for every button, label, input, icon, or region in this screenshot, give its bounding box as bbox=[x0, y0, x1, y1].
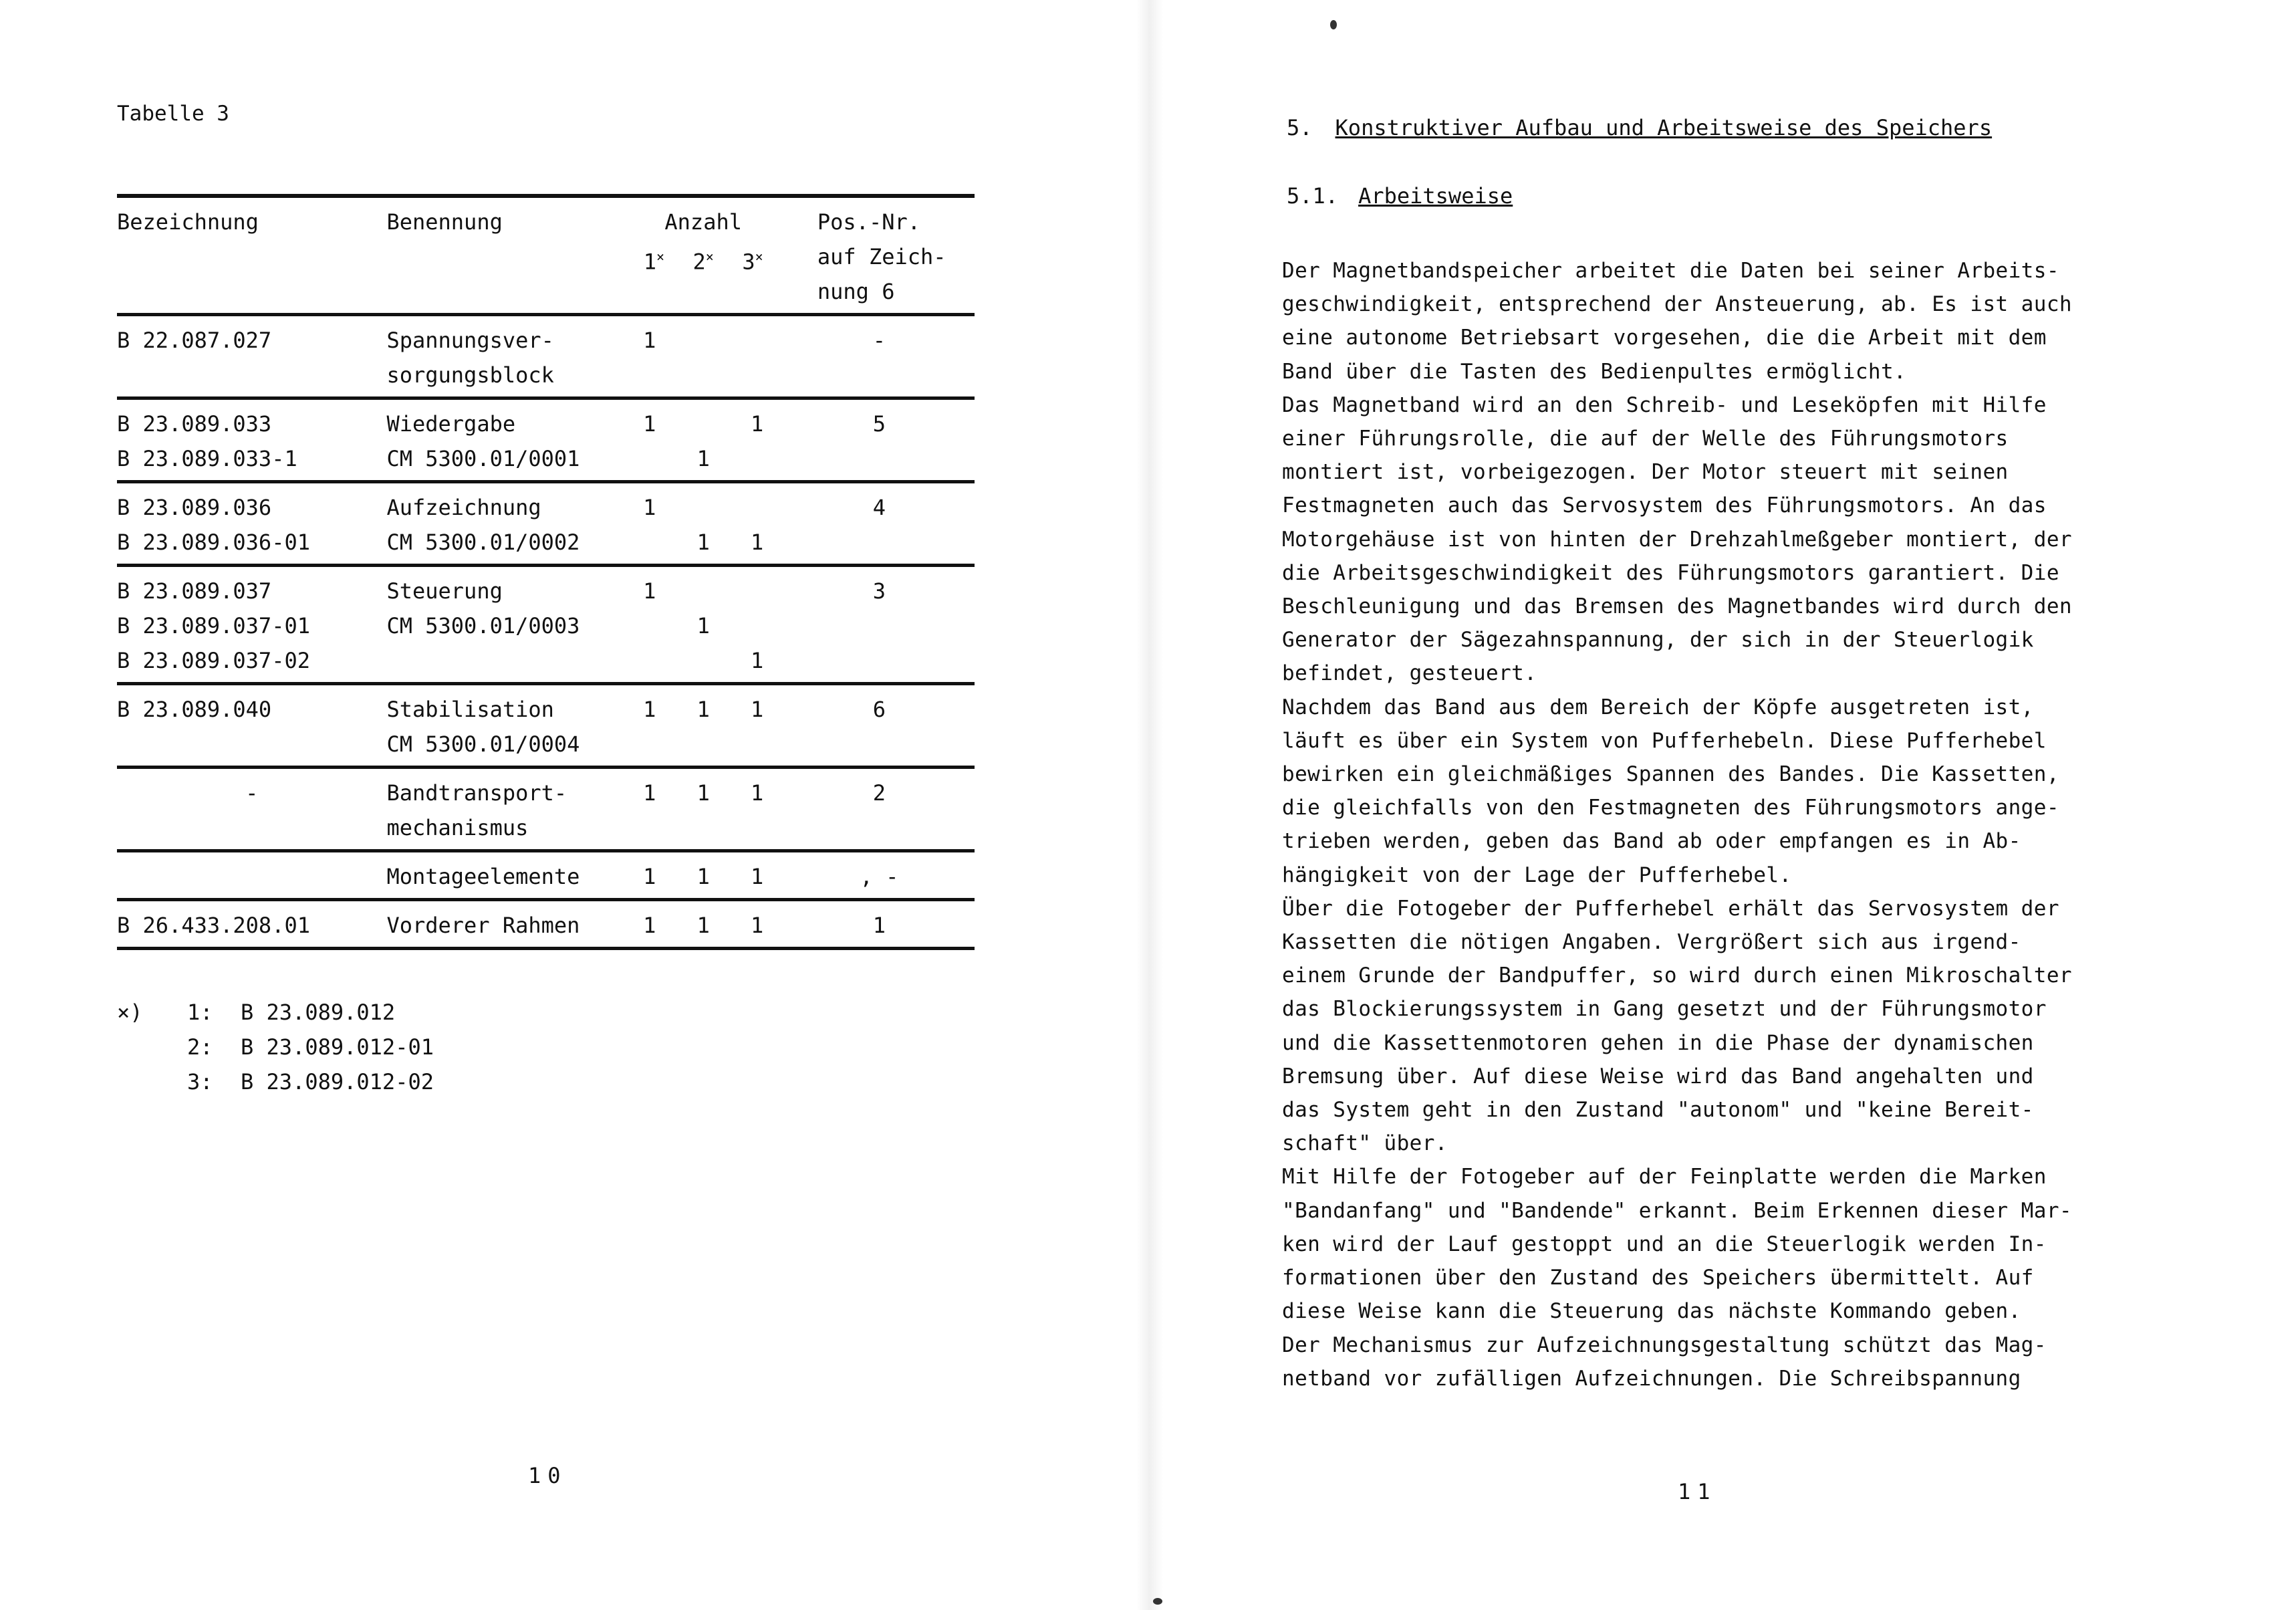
cell-anzahl-3-line: 1 bbox=[751, 780, 764, 806]
cell-anzahl-3-line: 1 bbox=[751, 864, 764, 889]
cell-bezeichnung-line: B 23.089.037-01 bbox=[117, 613, 310, 639]
body-line: das System geht in den Zustand "autonom" und "keine Bereit- bbox=[1282, 1098, 2034, 1123]
header-pos-line1: Pos.-Nr. bbox=[817, 209, 920, 235]
cell-benennung-line: Aufzeichnung bbox=[386, 495, 541, 520]
body-line: Mit Hilfe der Fotogeber auf der Feinplatte werden die Marken bbox=[1282, 1165, 2047, 1189]
cell-benennung-line: Steuerung bbox=[386, 578, 503, 604]
cell-anzahl-1-line: 1 bbox=[643, 697, 656, 722]
body-line: netband vor zufälligen Aufzeichnungen. Die Schreibspannung bbox=[1282, 1366, 2021, 1391]
cell-benennung-line: sorgungsblock bbox=[386, 362, 554, 388]
cell-pos-nr-line: 4 bbox=[872, 495, 886, 520]
cell-anzahl-1-line: 1 bbox=[643, 780, 656, 806]
header-anzahl-label: Anzahl bbox=[664, 209, 742, 235]
cell-benennung-line: CM 5300.01/0001 bbox=[386, 446, 580, 471]
cell-anzahl-2-line: 1 bbox=[696, 780, 710, 806]
cell-anzahl-3-line: 1 bbox=[751, 530, 764, 555]
cell-pos-nr-line: 2 bbox=[872, 780, 886, 806]
section-5-number: 5. bbox=[1287, 115, 1313, 140]
cell-anzahl-1-line: 1 bbox=[643, 864, 656, 889]
cell-anzahl-1-line: 1 bbox=[643, 913, 656, 938]
footnote-number: 1: bbox=[187, 1000, 213, 1025]
cell-anzahl-2-line: 1 bbox=[696, 530, 710, 555]
table-label: Tabelle 3 bbox=[117, 102, 229, 126]
cell-anzahl-1-line: 1 bbox=[643, 578, 656, 604]
cell-bezeichnung-line: - bbox=[245, 780, 259, 806]
cell-anzahl-3-line: 1 bbox=[751, 411, 764, 437]
page-number-left: 10 bbox=[528, 1463, 567, 1488]
cell-anzahl-3-line: 1 bbox=[751, 697, 764, 722]
cell-pos-nr-line: 3 bbox=[872, 578, 886, 604]
cell-bezeichnung-line: B 23.089.033 bbox=[117, 411, 272, 437]
body-line: montiert ist, vorbeigezogen. Der Motor steuert mit seinen bbox=[1282, 460, 2009, 485]
body-line: ken wird der Lauf gestoppt und an die Steuerlogik werden In- bbox=[1282, 1232, 2047, 1256]
cell-anzahl-1-line: 1 bbox=[643, 411, 656, 437]
scan-speck bbox=[1153, 1598, 1162, 1605]
body-line: läuft es über ein System von Pufferhebeln. Diese Pufferhebel bbox=[1282, 728, 2047, 753]
body-line: Beschleunigung und das Bremsen des Magnetbandes wird durch den bbox=[1282, 594, 2072, 619]
scan-speck bbox=[1330, 20, 1337, 29]
book-gutter bbox=[1136, 0, 1163, 1610]
cell-bezeichnung-line: B 23.089.036-01 bbox=[117, 530, 310, 555]
section-5-1-heading bbox=[1287, 183, 1513, 209]
header-benennung: Benennung bbox=[386, 209, 503, 235]
cell-bezeichnung-line: B 26.433.208.01 bbox=[117, 913, 310, 938]
cell-anzahl-2-line: 1 bbox=[696, 697, 710, 722]
cell-benennung-line: CM 5300.01/0003 bbox=[386, 613, 580, 639]
body-line: die gleichfalls von den Festmagneten des Führungsmotors ange- bbox=[1282, 796, 2059, 820]
cell-bezeichnung-line: B 23.089.037-02 bbox=[117, 648, 310, 673]
footnote-mark: ×) bbox=[117, 1000, 143, 1025]
cell-pos-nr-line: - bbox=[872, 328, 886, 353]
header-pos-line3: nung 6 bbox=[817, 279, 895, 304]
body-line: diese Weise kann die Steuerung das nächste Kommando geben. bbox=[1282, 1299, 2021, 1324]
header-bezeichnung: Bezeichnung bbox=[117, 209, 259, 235]
body-line: "Bandanfang" und "Bandende" erkannt. Beim Erkennen dieser Mar- bbox=[1282, 1198, 2072, 1223]
body-line: trieben werden, geben das Band ab oder empfangen es in Ab- bbox=[1282, 829, 2021, 854]
body-line: einem Grunde der Bandpuffer, so wird durch einen Mikroschalter bbox=[1282, 963, 2072, 988]
body-line: Generator der Sägezahnspannung, der sich in der Steuerlogik bbox=[1282, 628, 2034, 653]
body-line: bewirken ein gleichmäßiges Spannen des Bandes. Die Kassetten, bbox=[1282, 762, 2059, 787]
cell-benennung-line: Spannungsver- bbox=[386, 328, 554, 353]
section-5-1-title: Arbeitsweise bbox=[1358, 183, 1513, 209]
cell-benennung-line: Bandtransport- bbox=[386, 780, 567, 806]
body-line: befindet, gesteuert. bbox=[1282, 661, 1537, 686]
cell-anzahl-3-line: 1 bbox=[751, 648, 764, 673]
footnote-number: 3: bbox=[187, 1069, 213, 1095]
body-line: Über die Fotogeber der Pufferhebel erhält das Servosystem der bbox=[1282, 896, 2059, 921]
body-line: hängigkeit von der Lage der Pufferhebel. bbox=[1282, 862, 1792, 887]
cell-benennung-line: Stabilisation bbox=[386, 697, 554, 722]
cell-anzahl-2-line: 1 bbox=[696, 446, 710, 471]
cell-bezeichnung-line: B 23.089.040 bbox=[117, 697, 272, 722]
body-line: Nachdem das Band aus dem Bereich der Köpfe ausgetreten ist, bbox=[1282, 695, 2034, 719]
cell-pos-nr-line: 1 bbox=[872, 913, 886, 938]
body-line: die Arbeitsgeschwindigkeit des Führungsmotors garantiert. Die bbox=[1282, 560, 2059, 585]
cell-anzahl-2-line: 1 bbox=[696, 864, 710, 889]
body-line: Bremsung über. Auf diese Weise wird das Band angehalten und bbox=[1282, 1064, 2034, 1088]
header-anzahl-col-1: 1× bbox=[643, 249, 665, 275]
body-line: und die Kassettenmotoren gehen in die Phase der dynamischen bbox=[1282, 1030, 2034, 1055]
cell-bezeichnung-line: B 23.089.036 bbox=[117, 495, 272, 520]
cell-benennung-line: Wiedergabe bbox=[386, 411, 516, 437]
body-line: Der Mechanismus zur Aufzeichnungsgestaltung schützt das Mag- bbox=[1282, 1333, 2047, 1357]
cell-benennung-line: CM 5300.01/0002 bbox=[386, 530, 580, 555]
section-5-heading bbox=[1287, 115, 1992, 140]
header-anzahl-col-3: 3× bbox=[742, 249, 763, 275]
footnote-value: B 23.089.012 bbox=[241, 1000, 396, 1025]
body-line: Der Magnetbandspeicher arbeitet die Daten bei seiner Arbeits- bbox=[1282, 259, 2059, 283]
cell-anzahl-1-line: 1 bbox=[643, 328, 656, 353]
cell-bezeichnung-line: B 23.089.033-1 bbox=[117, 446, 297, 471]
header-anzahl-col-2: 2× bbox=[692, 249, 714, 275]
footnote-value: B 23.089.012-01 bbox=[241, 1034, 434, 1060]
page-number-right: 11 bbox=[1678, 1479, 1717, 1504]
cell-anzahl-2-line: 1 bbox=[696, 913, 710, 938]
footnote-value: B 23.089.012-02 bbox=[241, 1069, 434, 1095]
body-line: Kassetten die nötigen Angaben. Vergrößert sich aus irgend- bbox=[1282, 930, 2021, 955]
section-5-title: Konstruktiver Aufbau und Arbeitsweise des Speichers bbox=[1335, 115, 1993, 140]
body-line: eine autonome Betriebsart vorgesehen, die die Arbeit mit dem bbox=[1282, 326, 2047, 350]
cell-benennung-line: CM 5300.01/0004 bbox=[386, 731, 580, 757]
cell-pos-nr-line: , - bbox=[860, 864, 899, 889]
body-line: Band über die Tasten des Bedienpultes ermöglicht. bbox=[1282, 359, 1907, 384]
body-line: schaft" über. bbox=[1282, 1131, 1448, 1156]
body-text bbox=[1282, 254, 2164, 1395]
body-line: Festmagneten auch das Servosystem des Führungsmotors. An das bbox=[1282, 493, 2047, 518]
section-5-1-number: 5.1. bbox=[1287, 183, 1339, 209]
cell-bezeichnung-line: B 22.087.027 bbox=[117, 328, 272, 353]
body-line: formationen über den Zustand des Speichers übermittelt. Auf bbox=[1282, 1266, 2034, 1290]
cell-benennung-line: mechanismus bbox=[386, 815, 529, 840]
body-line: Das Magnetband wird an den Schreib- und Leseköpfen mit Hilfe bbox=[1282, 392, 2047, 417]
cell-pos-nr-line: 6 bbox=[872, 697, 886, 722]
cell-anzahl-2-line: 1 bbox=[696, 613, 710, 639]
body-line: das Blockierungssystem in Gang gesetzt und der Führungsmotor bbox=[1282, 997, 2047, 1022]
cell-pos-nr-line: 5 bbox=[872, 411, 886, 437]
body-line: einer Führungsrolle, die auf der Welle des Führungsmotors bbox=[1282, 427, 2009, 451]
cell-benennung-line: Vorderer Rahmen bbox=[386, 913, 580, 938]
cell-bezeichnung-line: B 23.089.037 bbox=[117, 578, 272, 604]
footnote-number: 2: bbox=[187, 1034, 213, 1060]
cell-anzahl-1-line: 1 bbox=[643, 495, 656, 520]
cell-anzahl-3-line: 1 bbox=[751, 913, 764, 938]
cell-benennung-line: Montageelemente bbox=[386, 864, 580, 889]
body-line: geschwindigkeit, entsprechend der Ansteuerung, ab. Es ist auch bbox=[1282, 292, 2072, 317]
body-line: Motorgehäuse ist von hinten der Drehzahlmeßgeber montiert, der bbox=[1282, 527, 2072, 552]
header-pos-line2: auf Zeich- bbox=[817, 244, 946, 269]
